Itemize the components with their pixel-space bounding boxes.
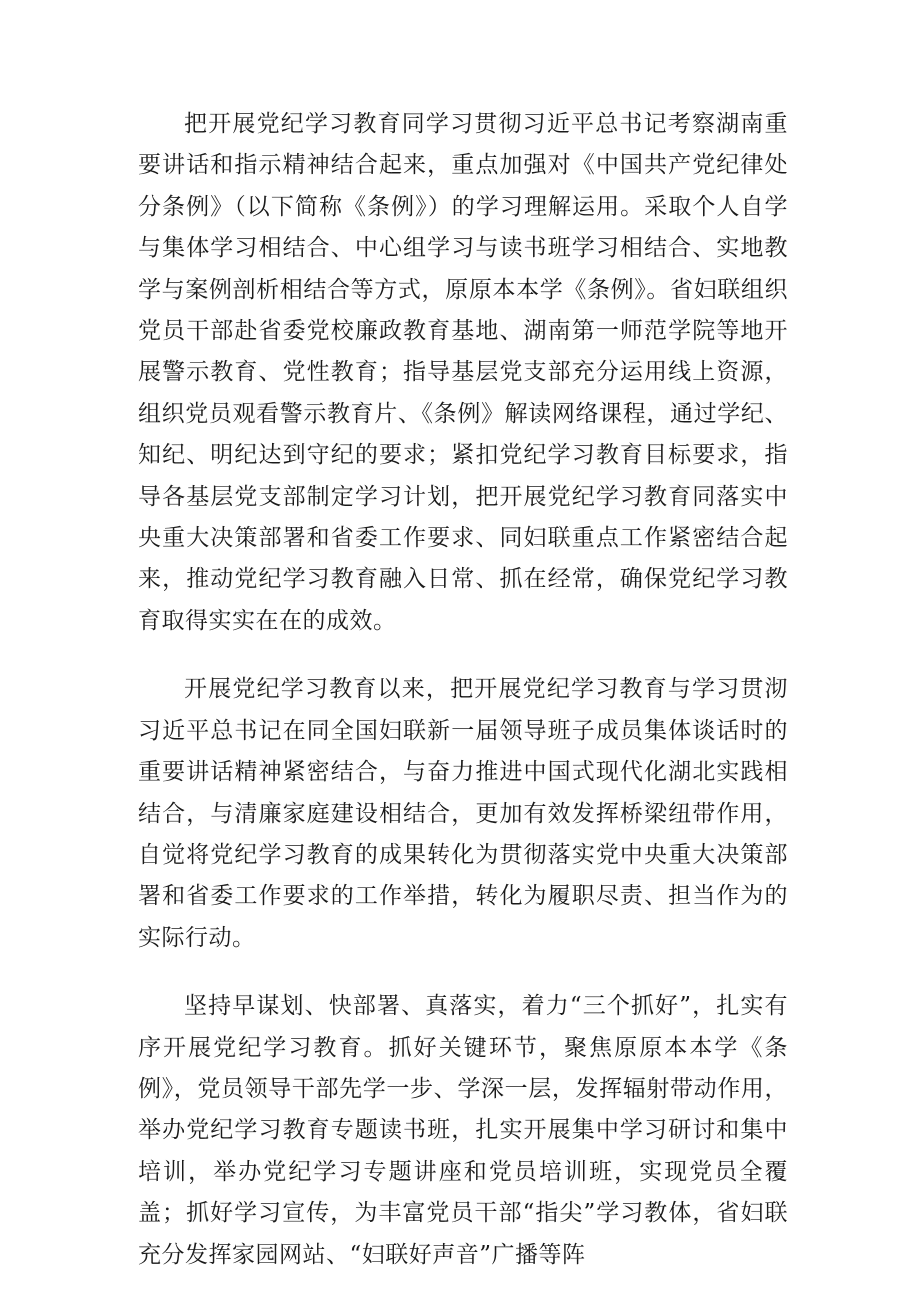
paragraph-1: 把开展党纪学习教育同学习贯彻习近平总书记考察湖南重要讲话和指示精神结合起来，重点加强对《中国共产党纪律处分条例》（以下简称《条例》）的学习理解运用。采取个人自学与集体学习相结合、中心组学习与读书班学习相结合、实地教学与案例剖析相结合等方式，原原本本学《条例》。省妇联组织党员干部赴省委党校廉政教育基地、湖南第一师范学院等地开展警示教育、党性教育；指导基层党支部充分运用线上资源，组织党员观看警示教育片、《条例》解读网络课程，通过学纪、知纪、明纪达到守纪的要求；紧扣党纪学习教育目标要求，指导各基层党支部制定学习计划，把开展党纪学习教育同落实中央重大决策部署和省委工作要求、同妇联重点工作紧密结合起来，推动党纪学习教育融入日常、抓在经常，确保党纪学习教育取得实实在在的成效。 xyxy=(138,111,788,634)
document-body xyxy=(138,104,788,1276)
paragraph-3: 坚持早谋划、快部署、真落实，着力“三个抓好”，扎实有序开展党纪学习教育。抓好关键环节，聚焦原原本本学《条例》，党员领导干部先学一步、学深一层，发挥辐射带动作用，举办党纪学习教育专题读书班，扎实开展集中学习研讨和集中培训，举办党纪学习专题讲座和党员培训班，实现党员全覆盖；抓好学习宣传，为丰富党员干部“指尖”学习教体，省妇联充分发挥家园网站、“妇联好声音”广播等阵 xyxy=(138,993,788,1268)
paragraph-2: 开展党纪学习教育以来，把开展党纪学习教育与学习贯沏习近平总书记在同全国妇联新一届领导班子成员集体谈话时的重要讲话精神紧密结合，与奋力推进中国式现代化湖北实践相结合，与清廉家庭建设相结合，更加有效发挥桥梁纽带作用，自觉将党纪学习教育的成果转化为贯彻落实党中央重大决策部署和省委工作要求的工作举措，转化为履职尽责、担当作为的实际行动。 xyxy=(138,676,788,951)
